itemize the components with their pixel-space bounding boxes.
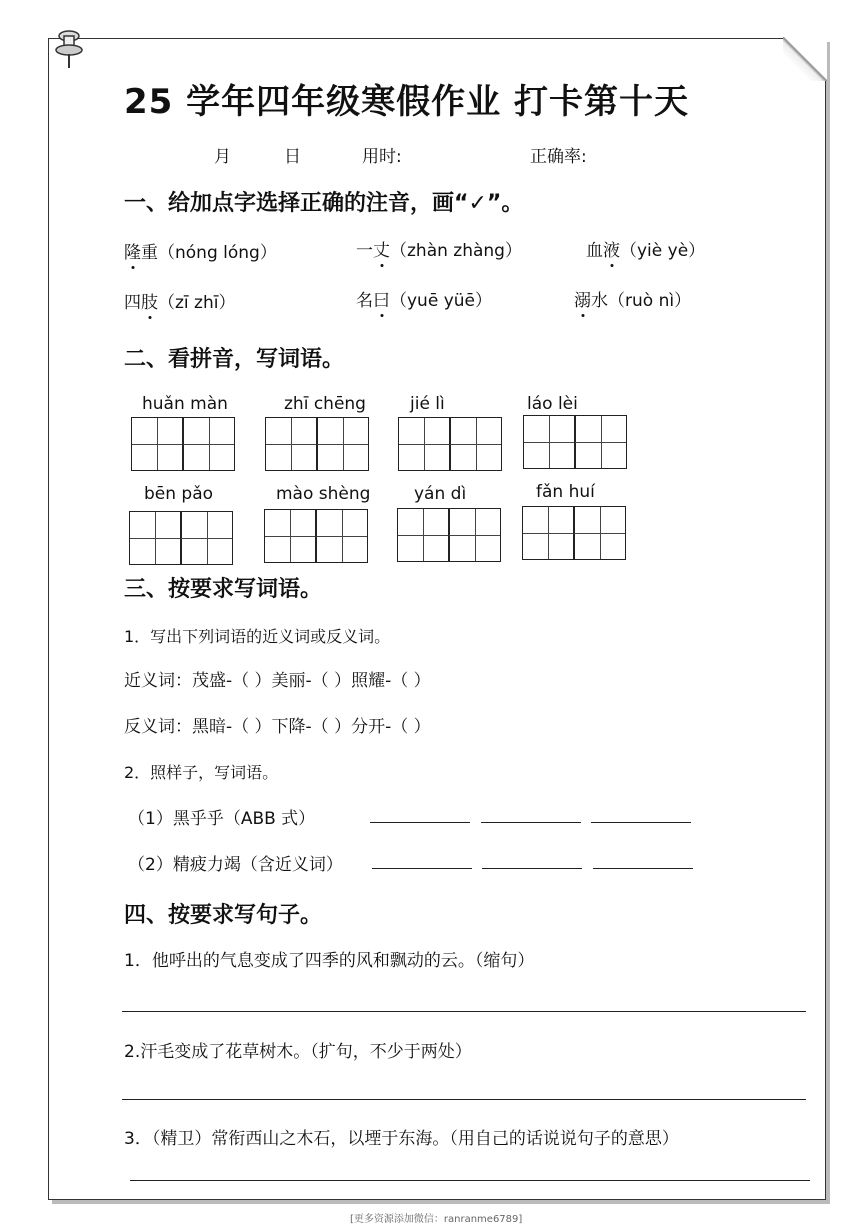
antonym-row: 反义词：黑暗-（ ）下降-（ ）分开-（ ） <box>124 717 431 737</box>
question-text: 2．照样子，写词语。 <box>124 763 279 782</box>
section3-heading: 三、按要求写词语。 <box>124 577 323 602</box>
writing-grid[interactable] <box>132 417 235 471</box>
answer-blank[interactable] <box>481 822 581 823</box>
answer-blank[interactable] <box>591 822 691 823</box>
answer-line[interactable] <box>122 1099 806 1100</box>
phonetic-item: 溺水（ruò nì） <box>574 291 692 311</box>
header-month: 月 <box>214 147 231 167</box>
example-item: （2）精疲力竭（含近义词） <box>128 855 343 875</box>
answer-blank[interactable] <box>482 868 582 869</box>
writing-grid[interactable] <box>266 417 369 471</box>
section4-heading: 四、按要求写句子。 <box>124 903 323 928</box>
writing-grid[interactable] <box>524 415 627 469</box>
answer-line[interactable] <box>130 1180 810 1181</box>
pushpin-icon <box>52 28 86 68</box>
pinyin-label: fǎn huí <box>536 482 595 502</box>
pinyin-label: jié lì <box>410 394 445 414</box>
pinyin-label: mào shèng <box>276 484 371 504</box>
phonetic-item: 名曰（yuē yüē） <box>356 291 492 311</box>
writing-grid[interactable] <box>523 506 626 560</box>
answer-line[interactable] <box>122 1011 806 1012</box>
phonetic-item: 一丈（zhàn zhàng） <box>356 241 522 261</box>
pinyin-label: láo lèi <box>527 394 578 414</box>
question-text: 1．写出下列词语的近义词或反义词。 <box>124 627 391 646</box>
section2-heading: 二、看拼音，写词语。 <box>124 347 345 372</box>
answer-blank[interactable] <box>372 868 472 869</box>
pinyin-label: zhī chēng <box>284 394 366 414</box>
answer-blank[interactable] <box>370 822 470 823</box>
phonetic-item: 四肢（zī zhī） <box>124 293 236 313</box>
example-item: （1）黑乎乎（ABB 式） <box>128 809 316 829</box>
page-title: 25 学年四年级寒假作业 打卡第十天 <box>124 82 689 122</box>
phonetic-item: 隆重（nóng lóng） <box>124 243 277 263</box>
writing-grid[interactable] <box>265 509 368 563</box>
sentence-question: 1．他呼出的气息变成了四季的风和飘动的云。（缩句） <box>124 951 535 971</box>
header-time: 用时: <box>362 147 402 167</box>
page-curl <box>783 37 827 81</box>
phonetic-item: 血液（yiè yè） <box>586 241 706 261</box>
footer-note: [更多资源添加微信：ranranme6789] <box>350 1214 523 1225</box>
header-day: 日 <box>284 147 301 167</box>
writing-grid[interactable] <box>399 417 502 471</box>
writing-grid[interactable] <box>398 508 501 562</box>
synonym-row: 近义词：茂盛-（ ）美丽-（ ）照耀-（ ） <box>124 671 431 691</box>
pinyin-label: bēn pǎo <box>144 484 214 504</box>
sentence-question: 2.汗毛变成了花草树木。（扩句，不少于两处） <box>124 1042 472 1062</box>
writing-grid[interactable] <box>130 511 233 565</box>
pinyin-label: yán dì <box>414 484 467 504</box>
header-accuracy: 正确率: <box>530 147 587 167</box>
sentence-question: 3．（精卫）常衔西山之木石，以堙于东海。（用自己的话说说句子的意思） <box>124 1129 679 1149</box>
pinyin-label: huǎn màn <box>142 394 228 414</box>
section1-heading: 一、给加点字选择正确的注音，画“✓”。 <box>124 191 524 216</box>
answer-blank[interactable] <box>593 868 693 869</box>
